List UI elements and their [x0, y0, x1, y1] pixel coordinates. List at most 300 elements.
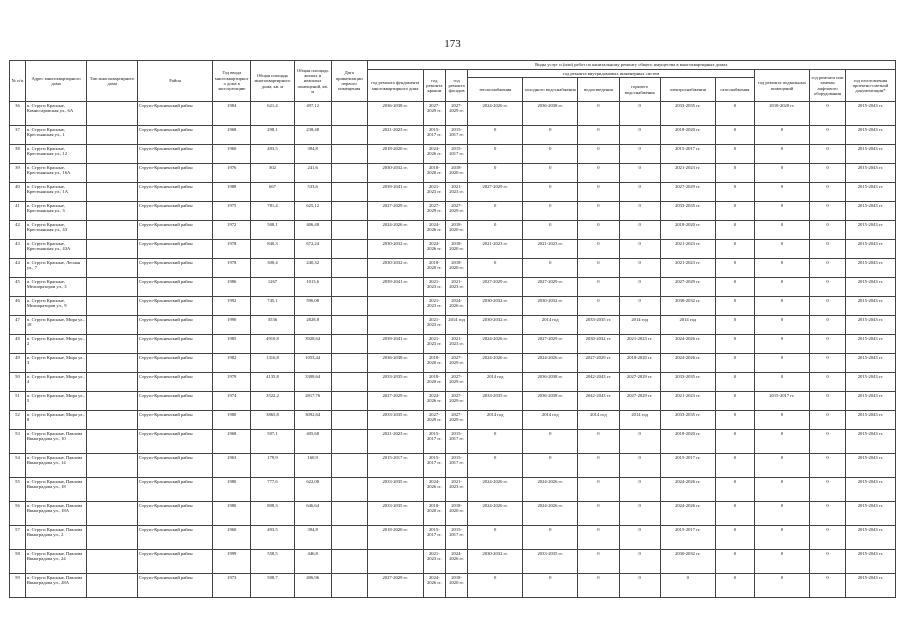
- row-district: Струго-Красненский район: [138, 574, 213, 598]
- row-gas: 0: [715, 335, 754, 354]
- row-gas: 0: [715, 202, 754, 221]
- col-living-area: Общая площадь жилых и нежилых помещений, кв. м: [294, 61, 331, 102]
- row-living-area: 406,96: [294, 574, 331, 598]
- row-facade: 2018-2020 гг.: [445, 240, 467, 259]
- row-type: [87, 478, 138, 502]
- row-design: 2015-2043 гг.: [845, 221, 895, 240]
- row-total-area: 508,1: [251, 221, 294, 240]
- row-foundation: 2030-2032 гг.: [367, 259, 423, 278]
- row-foundation: [367, 550, 423, 574]
- table-row: [10, 354, 896, 373]
- row-design: 2015-2043 гг.: [845, 550, 895, 574]
- row-year: 1979: [213, 373, 251, 392]
- row-facade: 2021-2023 гг.: [445, 183, 467, 202]
- table-row: [10, 297, 896, 316]
- row-basement: 0: [754, 145, 809, 164]
- row-address: п. Струги Красные, Мира ул., 2: [25, 335, 86, 354]
- row-basement: 2015-2017 гг.: [754, 392, 809, 411]
- row-roof: 2024-2026 гг.: [423, 221, 445, 240]
- row-living-area: 240,32: [294, 259, 331, 278]
- table-body: [10, 102, 896, 598]
- row-gas: 0: [715, 411, 754, 430]
- row-number: 53: [10, 430, 26, 454]
- row-type: [87, 502, 138, 526]
- row-address: п. Струги Красные, Крестьянская ул., 43: [25, 221, 86, 240]
- row-year: 1960: [213, 145, 251, 164]
- row-heat: 2033-2035 гг.: [468, 392, 523, 411]
- row-roof: 2024-2026 гг.: [423, 392, 445, 411]
- col-foundation: год ремонта фундамента многоквартирного дома: [367, 70, 423, 102]
- row-sewer: 0: [578, 164, 619, 183]
- row-living-area: 1013,6: [294, 278, 331, 297]
- row-sewer: 0: [578, 454, 619, 478]
- row-type: [87, 411, 138, 430]
- row-basement: 0: [754, 411, 809, 430]
- row-cold: 2014 год: [523, 411, 578, 430]
- row-number: 55: [10, 478, 26, 502]
- row-elevator: 0: [810, 574, 846, 598]
- row-basement: 0: [754, 316, 809, 335]
- col-hot: горячего водоснабжения: [619, 78, 660, 102]
- row-electric: 2024-2026 гг.: [660, 354, 715, 373]
- row-foundation: 2036-2038 гг.: [367, 354, 423, 373]
- row-address: п. Струги Красные, Мира ул., 4: [25, 373, 86, 392]
- row-roof: 2021-2023 гг.: [423, 316, 445, 335]
- row-total-area: 558,5: [251, 550, 294, 574]
- row-cold: 0: [523, 454, 578, 478]
- row-foundation: 2039-2041 гг.: [367, 335, 423, 354]
- row-design: 2015-2043 гг.: [845, 373, 895, 392]
- row-sewer: 0: [578, 221, 619, 240]
- row-basement: 0: [754, 164, 809, 183]
- row-heat: 0: [468, 145, 523, 164]
- row-total-area: 621,4: [251, 102, 294, 126]
- row-electric: 2033-2035 гг.: [660, 102, 715, 126]
- capital-repair-table: [9, 60, 896, 598]
- row-roof: 2018-2020 гг.: [423, 259, 445, 278]
- row-number: 41: [10, 202, 26, 221]
- row-heat: 2027-2029 гг.: [468, 278, 523, 297]
- col-cold: холодного водоснабжения: [523, 78, 578, 102]
- row-electric: 2033-2035 гг.: [660, 411, 715, 430]
- row-year: 1975: [213, 202, 251, 221]
- row-sewer: 0: [578, 202, 619, 221]
- row-elevator: 0: [810, 102, 846, 126]
- row-gas: 0: [715, 316, 754, 335]
- row-living-area: 406,48: [294, 221, 331, 240]
- row-type: [87, 454, 138, 478]
- row-heat: 2024-2026 гг.: [468, 502, 523, 526]
- row-foundation: 2021-2023 гг.: [367, 430, 423, 454]
- row-living-area: 3308,64: [294, 373, 331, 392]
- row-type: [87, 202, 138, 221]
- row-basement: 0: [754, 478, 809, 502]
- row-gas: 0: [715, 102, 754, 126]
- table-row: [10, 335, 896, 354]
- row-priv-date: [331, 335, 367, 354]
- row-hot: 0: [619, 259, 660, 278]
- row-cold: 2014 год: [523, 316, 578, 335]
- row-address: п. Струги Красные, Крестьянская ул., 3: [25, 202, 86, 221]
- row-district: Струго-Красненский район: [138, 102, 213, 126]
- row-district: Струго-Красненский район: [138, 145, 213, 164]
- row-elevator: 0: [810, 354, 846, 373]
- row-gas: 0: [715, 297, 754, 316]
- row-priv-date: [331, 526, 367, 550]
- row-district: Струго-Красненский район: [138, 316, 213, 335]
- row-roof: 2021-2023 гг.: [423, 278, 445, 297]
- row-cold: 2024-2026 гг.: [523, 354, 578, 373]
- row-living-area: 2817,76: [294, 392, 331, 411]
- row-elevator: 0: [810, 454, 846, 478]
- row-design: 2015-2043 гг.: [845, 202, 895, 221]
- table-row: [10, 102, 896, 126]
- row-electric: 2015-2017 гг.: [660, 145, 715, 164]
- row-type: [87, 373, 138, 392]
- row-design: 2015-2043 гг.: [845, 259, 895, 278]
- row-heat: 0: [468, 574, 523, 598]
- row-design: 2015-2043 гг.: [845, 430, 895, 454]
- row-electric: 2027-2029 гг.: [660, 183, 715, 202]
- row-design: 2015-2043 гг.: [845, 145, 895, 164]
- row-basement: 0: [754, 550, 809, 574]
- row-heat: 0: [468, 526, 523, 550]
- row-roof: 2021-2023 гг.: [423, 550, 445, 574]
- row-cold: 2024-2026 гг.: [523, 478, 578, 502]
- row-sewer: 0: [578, 526, 619, 550]
- row-number: 37: [10, 126, 26, 145]
- row-sewer: 0: [578, 297, 619, 316]
- row-electric: 2018-2020 гг.: [660, 221, 715, 240]
- col-heat: теплоснабжения: [468, 78, 523, 102]
- row-basement: 0: [754, 240, 809, 259]
- row-priv-date: [331, 574, 367, 598]
- row-basement: 0: [754, 335, 809, 354]
- row-basement: 0: [754, 526, 809, 550]
- row-elevator: 0: [810, 183, 846, 202]
- row-cold: 0: [523, 145, 578, 164]
- row-address: п. Струги Красные, Лесная ул., 7: [25, 259, 86, 278]
- table-row: [10, 164, 896, 183]
- row-cold: 2024-2026 гг.: [523, 502, 578, 526]
- row-foundation: 2033-2035 гг.: [367, 411, 423, 430]
- col-systems-group: год ремонта внутридомовых инженерных систем: [468, 70, 755, 78]
- row-facade: 2018-2020 гг.: [445, 502, 467, 526]
- row-facade: 2021-2023 гг.: [445, 335, 467, 354]
- row-heat: 2030-2032 гг.: [468, 297, 523, 316]
- row-elevator: 0: [810, 550, 846, 574]
- row-design: 2015-2043 гг.: [845, 126, 895, 145]
- row-living-area: 672,24: [294, 240, 331, 259]
- row-elevator: 0: [810, 373, 846, 392]
- row-priv-date: [331, 145, 367, 164]
- row-type: [87, 316, 138, 335]
- row-heat: 2030-2032 гг.: [468, 316, 523, 335]
- row-basement: 0: [754, 430, 809, 454]
- row-gas: 0: [715, 221, 754, 240]
- row-design: 2015-2043 гг.: [845, 574, 895, 598]
- row-design: 2015-2043 гг.: [845, 278, 895, 297]
- row-type: [87, 126, 138, 145]
- row-living-area: 2828,8: [294, 316, 331, 335]
- row-number: 39: [10, 164, 26, 183]
- row-priv-date: [331, 454, 367, 478]
- row-year: 1985: [213, 335, 251, 354]
- row-district: Струго-Красненский район: [138, 126, 213, 145]
- row-living-area: 533,6: [294, 183, 331, 202]
- row-address: п. Струги Красные, Павлова Виноградова ул., 18: [25, 478, 86, 502]
- row-total-area: 745,1: [251, 297, 294, 316]
- row-sewer: 0: [578, 102, 619, 126]
- row-hot: 0: [619, 478, 660, 502]
- row-heat: 0: [468, 221, 523, 240]
- row-type: [87, 297, 138, 316]
- row-basement: 0: [754, 221, 809, 240]
- row-year: 1978: [213, 240, 251, 259]
- col-gas: газоснабжения: [715, 78, 754, 102]
- row-number: 38: [10, 145, 26, 164]
- row-electric: 2015-2017 гг.: [660, 526, 715, 550]
- row-gas: 0: [715, 526, 754, 550]
- row-hot: 0: [619, 221, 660, 240]
- row-district: Струго-Красненский район: [138, 240, 213, 259]
- row-facade: 2024-2026 гг.: [445, 550, 467, 574]
- table-header: [10, 61, 896, 102]
- row-living-area: 1053,44: [294, 354, 331, 373]
- row-year: 1974: [213, 392, 251, 411]
- row-district: Струго-Красненский район: [138, 526, 213, 550]
- row-district: Струго-Красненский район: [138, 221, 213, 240]
- row-district: Струго-Красненский район: [138, 297, 213, 316]
- row-heat: 0: [468, 126, 523, 145]
- row-cold: 0: [523, 259, 578, 278]
- row-roof: 2027-2029 гг.: [423, 411, 445, 430]
- row-basement: 0: [754, 354, 809, 373]
- row-roof: 2021-2023 гг.: [423, 183, 445, 202]
- row-heat: 2027-2029 гг.: [468, 183, 523, 202]
- row-heat: 2030-2032 гг.: [468, 550, 523, 574]
- row-facade: 2015-2017 гг.: [445, 430, 467, 454]
- row-address: п. Струги Красные, Крестьянская ул., 1: [25, 126, 86, 145]
- row-priv-date: [331, 478, 367, 502]
- row-number: 51: [10, 392, 26, 411]
- row-sewer: 0: [578, 430, 619, 454]
- row-roof: 2018-2020 гг.: [423, 164, 445, 183]
- row-district: Струго-Красненский район: [138, 354, 213, 373]
- row-sewer: 0: [578, 478, 619, 502]
- row-gas: 0: [715, 454, 754, 478]
- row-hot: 0: [619, 430, 660, 454]
- row-basement: 0: [754, 574, 809, 598]
- row-living-area: 497,12: [294, 102, 331, 126]
- row-elevator: 0: [810, 202, 846, 221]
- row-priv-date: [331, 259, 367, 278]
- row-address: п. Струги Красные, Комиссаровская ул., 6А: [25, 102, 86, 126]
- row-hot: 2018-2020 гг.: [619, 354, 660, 373]
- row-sewer: 2027-2029 гг.: [578, 354, 619, 373]
- row-facade: 2015-2017 гг.: [445, 126, 467, 145]
- table-row: [10, 574, 896, 598]
- row-gas: 0: [715, 574, 754, 598]
- row-foundation: 2036-2038 гг.: [367, 102, 423, 126]
- row-year: 1976: [213, 164, 251, 183]
- row-gas: 0: [715, 392, 754, 411]
- row-number: 40: [10, 183, 26, 202]
- row-living-area: 394,8: [294, 526, 331, 550]
- col-type: Тип многоквартирного дома: [87, 61, 138, 102]
- row-address: п. Струги Красные, Мира ул., 3: [25, 354, 86, 373]
- row-year: 1978: [213, 259, 251, 278]
- row-foundation: 2033-2035 гг.: [367, 373, 423, 392]
- row-address: п. Струги Красные, Павлова Виноградова ул., 18А: [25, 502, 86, 526]
- row-roof: 2018-2020 гг.: [423, 354, 445, 373]
- row-gas: 0: [715, 278, 754, 297]
- row-foundation: 2039-2041 гг.: [367, 278, 423, 297]
- row-living-area: 625,12: [294, 202, 331, 221]
- row-district: Струго-Красненский район: [138, 183, 213, 202]
- row-district: Струго-Красненский район: [138, 502, 213, 526]
- row-type: [87, 145, 138, 164]
- row-foundation: 2030-2032 гг.: [367, 240, 423, 259]
- row-basement: 0: [754, 202, 809, 221]
- row-total-area: 493,5: [251, 145, 294, 164]
- row-design: 2015-2043 гг.: [845, 183, 895, 202]
- table-row: [10, 373, 896, 392]
- row-type: [87, 574, 138, 598]
- table-row: [10, 126, 896, 145]
- row-address: п. Струги Красные, Крестьянская ул., 16А: [25, 164, 86, 183]
- row-living-area: 622,08: [294, 478, 331, 502]
- row-sewer: 0: [578, 145, 619, 164]
- row-district: Струго-Красненский район: [138, 164, 213, 183]
- row-cold: 0: [523, 430, 578, 454]
- row-gas: 0: [715, 126, 754, 145]
- row-design: 2015-2043 гг.: [845, 335, 895, 354]
- row-design: 2015-2043 гг.: [845, 454, 895, 478]
- row-living-area: 405,68: [294, 430, 331, 454]
- row-cold: 0: [523, 526, 578, 550]
- row-gas: 0: [715, 164, 754, 183]
- row-elevator: 0: [810, 240, 846, 259]
- table-row: [10, 454, 896, 478]
- row-district: Струго-Красненский район: [138, 454, 213, 478]
- row-number: 52: [10, 411, 26, 430]
- row-priv-date: [331, 316, 367, 335]
- row-facade: 2015-2017 гг.: [445, 145, 467, 164]
- row-elevator: 0: [810, 126, 846, 145]
- row-sewer: 0: [578, 259, 619, 278]
- row-heat: 2024-2026 гг.: [468, 354, 523, 373]
- row-foundation: 2015-2017 гг.: [367, 454, 423, 478]
- row-priv-date: [331, 183, 367, 202]
- row-roof: 2018-2020 гг.: [423, 373, 445, 392]
- row-foundation: 2024-2026 гг.: [367, 221, 423, 240]
- row-cold: 2027-2029 гг.: [523, 278, 578, 297]
- row-living-area: 3928,64: [294, 335, 331, 354]
- table-row: [10, 240, 896, 259]
- row-elevator: 0: [810, 259, 846, 278]
- row-gas: 0: [715, 354, 754, 373]
- table-row: [10, 221, 896, 240]
- row-foundation: 2027-2029 гг.: [367, 574, 423, 598]
- row-living-area: 646,64: [294, 502, 331, 526]
- col-works-group: Виды услуг и (или) работ по капитальному ремонту общего имущества в многоквартирных домах: [367, 61, 895, 70]
- row-design: 2015-2043 гг.: [845, 297, 895, 316]
- row-hot: 0: [619, 574, 660, 598]
- row-electric: 2015-2017 гг.: [660, 454, 715, 478]
- row-facade: 2018-2020 гг.: [445, 221, 467, 240]
- row-priv-date: [331, 102, 367, 126]
- row-electric: 2021-2023 гг.: [660, 164, 715, 183]
- row-hot: 0: [619, 102, 660, 126]
- row-total-area: 667: [251, 183, 294, 202]
- row-total-area: 298,1: [251, 126, 294, 145]
- row-priv-date: [331, 430, 367, 454]
- row-design: 2015-2043 гг.: [845, 526, 895, 550]
- row-cold: 0: [523, 126, 578, 145]
- row-basement: 2018-2020 гг.: [754, 102, 809, 126]
- row-district: Струго-Красненский район: [138, 411, 213, 430]
- row-design: 2015-2043 гг.: [845, 392, 895, 411]
- row-design: 2015-2043 гг.: [845, 478, 895, 502]
- row-facade: 2027-2029 гг.: [445, 354, 467, 373]
- row-foundation: [367, 297, 423, 316]
- row-year: 1984: [213, 102, 251, 126]
- row-living-area: 160,9: [294, 454, 331, 478]
- row-number: 45: [10, 278, 26, 297]
- row-year: 1982: [213, 354, 251, 373]
- row-design: 2015-2043 гг.: [845, 411, 895, 430]
- row-heat: 0: [468, 430, 523, 454]
- row-type: [87, 278, 138, 297]
- row-address: п. Струги Красные, Мира ул., 18: [25, 316, 86, 335]
- row-facade: 2018-2020 гг.: [445, 574, 467, 598]
- table-row: [10, 430, 896, 454]
- row-electric: 2024-2026 гг.: [660, 335, 715, 354]
- row-hot: 0: [619, 278, 660, 297]
- row-hot: 0: [619, 164, 660, 183]
- row-elevator: 0: [810, 335, 846, 354]
- row-elevator: 0: [810, 316, 846, 335]
- row-roof: 2024-2026 гг.: [423, 240, 445, 259]
- row-cold: 0: [523, 574, 578, 598]
- row-sewer: 0: [578, 126, 619, 145]
- row-year: 1968: [213, 126, 251, 145]
- row-number: 47: [10, 316, 26, 335]
- row-roof: 2018-2020 гг.: [423, 502, 445, 526]
- row-living-area: 446,8: [294, 550, 331, 574]
- row-heat: 0: [468, 259, 523, 278]
- row-gas: 0: [715, 430, 754, 454]
- row-district: Струго-Красненский район: [138, 430, 213, 454]
- row-cold: 2027-2029 гг.: [523, 335, 578, 354]
- row-number: 59: [10, 574, 26, 598]
- row-year: 1992: [213, 297, 251, 316]
- row-heat: 2014 год: [468, 411, 523, 430]
- row-gas: 0: [715, 478, 754, 502]
- row-roof: 2015-2017 гг.: [423, 126, 445, 145]
- row-gas: 0: [715, 183, 754, 202]
- row-priv-date: [331, 550, 367, 574]
- row-elevator: 0: [810, 392, 846, 411]
- row-elevator: 0: [810, 411, 846, 430]
- row-sewer: 0: [578, 278, 619, 297]
- row-priv-date: [331, 126, 367, 145]
- row-type: [87, 526, 138, 550]
- row-year: 1990: [213, 316, 251, 335]
- row-cold: 0: [523, 164, 578, 183]
- row-foundation: 2033-2035 гг.: [367, 502, 423, 526]
